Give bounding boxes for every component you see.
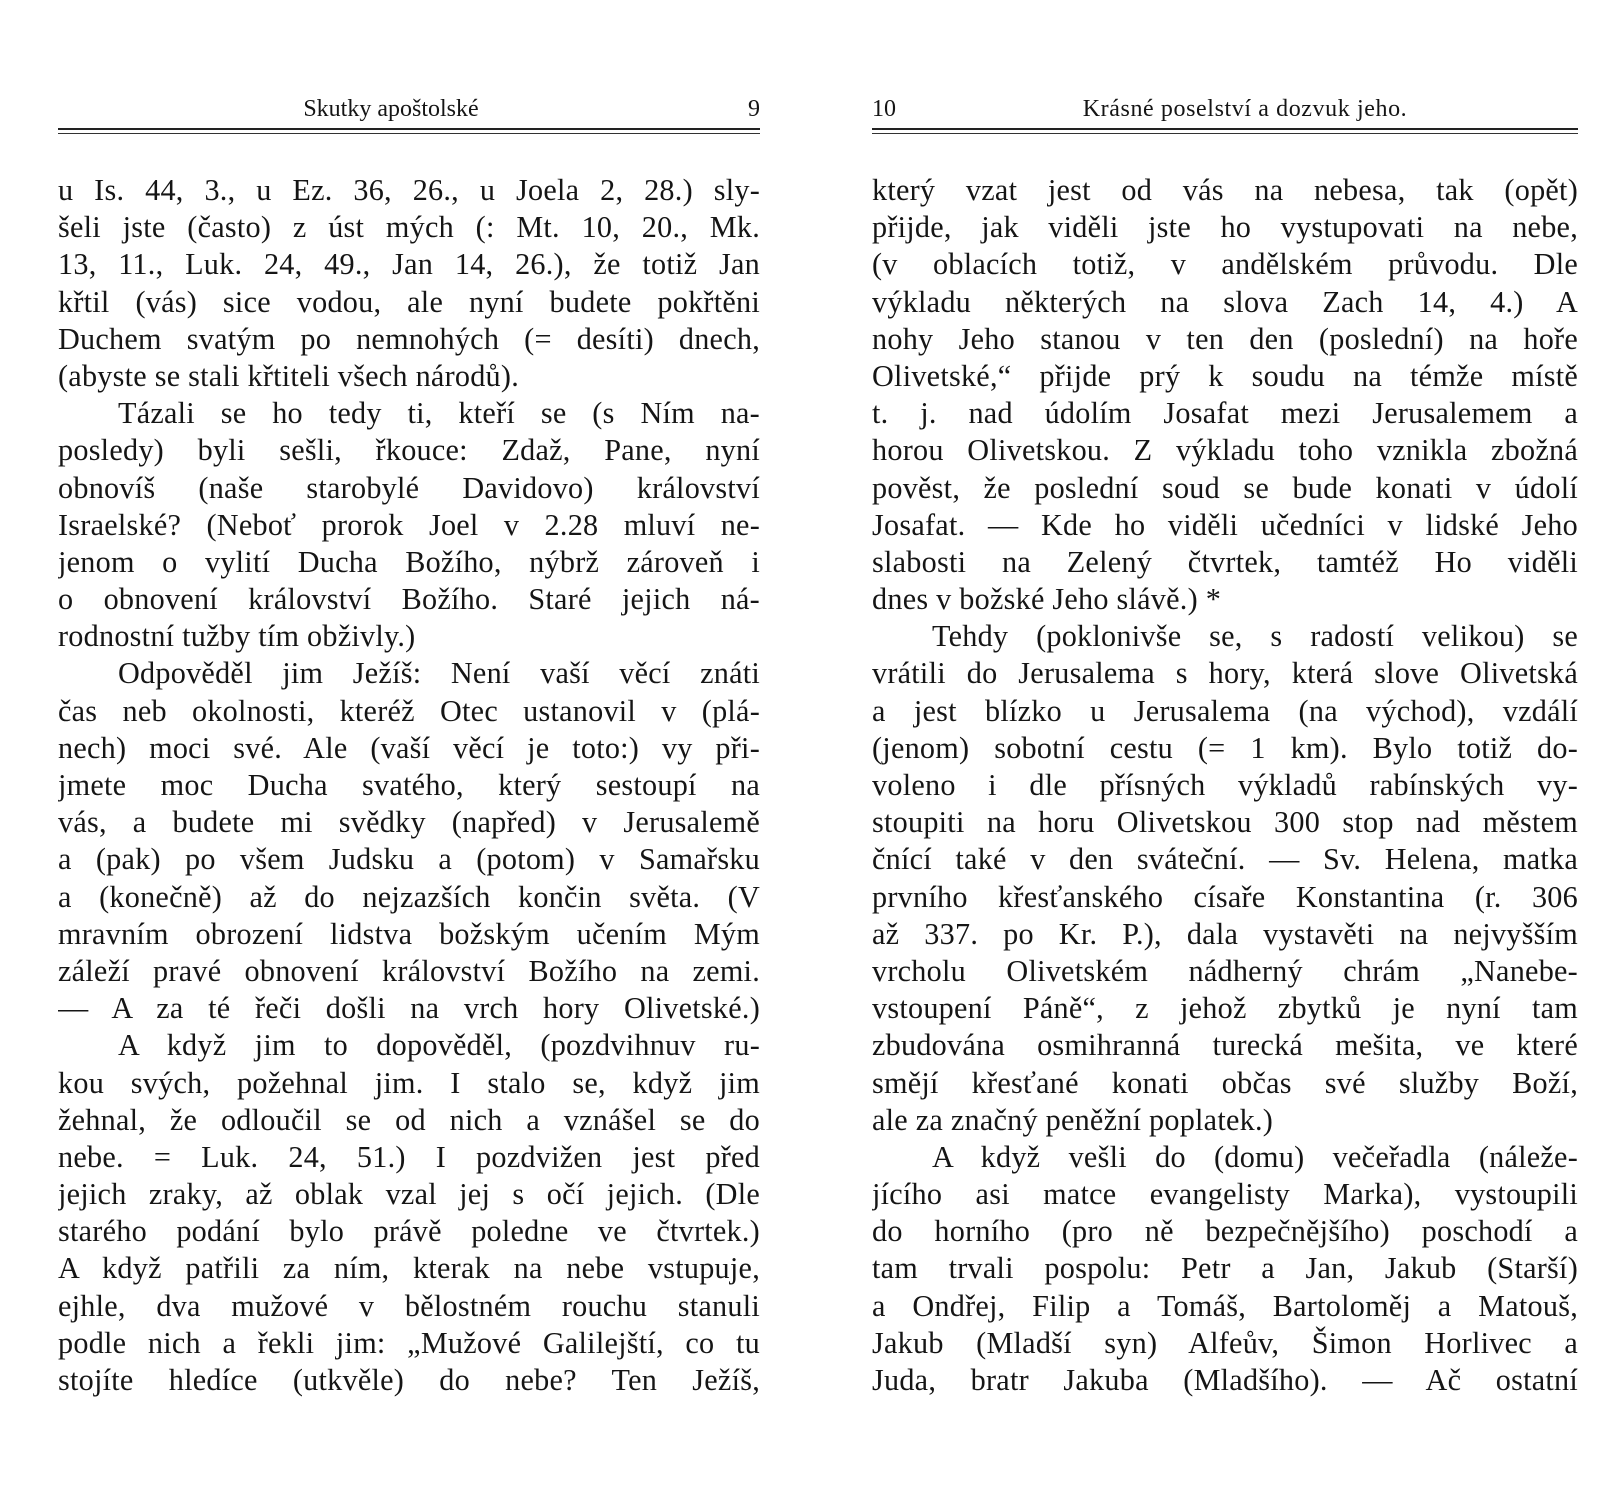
text-line: nech) moci své. Ale (vaší věcí je toto:) vy při- (58, 730, 760, 765)
text-line: A když vešli do (domu) večeřadla (náleže- (932, 1139, 1578, 1174)
text-line: jmete moc Ducha svatého, který sestoupí na (58, 768, 760, 802)
text-line: nebe. = Luk. 24, 51.) I pozdvižen jest před (58, 1139, 760, 1174)
text-line: až 337. po Kr. P.), dala vystavěti na nejvyšším (872, 916, 1578, 951)
text-line: Odpověděl jim Ježíš: Není vaší věcí znáti (118, 656, 760, 691)
text-line: (abyste se stali křtiteli všech národů). (58, 358, 519, 393)
text-line: vrátili do Jerusalema s hory, která slove Olivetská (872, 656, 1578, 691)
text-line: Tehdy (poklonivše se, s radostí velikou) se (932, 619, 1578, 654)
text-line: kou svých, požehnal jim. I stalo se, když jim (58, 1065, 760, 1100)
left-running-head-title: Skutky apoštolské (303, 96, 479, 122)
text-line: čas neb okolnosti, kteréž Otec ustanovil v (plá- (58, 693, 760, 728)
left-header-rule (58, 128, 760, 130)
text-line: (v oblacích totiž, v andělském průvodu. Dle (872, 247, 1578, 282)
text-line: nohy Jeho stanou v ten den (poslední) na hoře (872, 321, 1578, 356)
text-line: Olivetské,“ přijde prý k soudu na témže místě (872, 358, 1578, 393)
text-line: vrcholu Olivetském nádherný chrám „Nanebe- (872, 953, 1578, 988)
text-line: slabosti na Zelený čtvrtek, tamtéž Ho viděli (872, 544, 1578, 579)
right-page-number: 10 (872, 96, 896, 122)
text-line: vás, a budete mi svědky (napřed) v Jerusalemě (58, 805, 760, 840)
left-page-number: 9 (748, 96, 760, 122)
text-line: a Ondřej, Filip a Tomáš, Bartoloměj a Matouš, (872, 1288, 1578, 1323)
text-line: stoupiti na horu Olivetskou 300 stop nad městem (872, 805, 1578, 840)
text-line: smějí křesťané konati občas své služby Boží, (872, 1065, 1578, 1100)
text-line: Tázali se ho tedy ti, kteří se (s Ním na- (118, 396, 760, 431)
left-header-rule-thin (58, 133, 760, 134)
text-line: mravním obrození lidstva božským učením Mým (58, 916, 760, 951)
text-line: voleno i dle přísných výkladů rabínských vy- (872, 768, 1578, 802)
text-line: a (pak) po všem Judsku a (potom) v Samařsku (58, 842, 760, 877)
text-line: ale za značný peněžní poplatek.) (872, 1102, 1274, 1137)
text-line: starého podání bylo právě poledne ve čtvrtek.) (58, 1214, 760, 1249)
right-running-head-title: Krásné poselství a dozvuk jeho. (1082, 96, 1408, 122)
text-line: čnící také v den sváteční. — Sv. Helena, matka (872, 842, 1578, 877)
text-line: pověst, že poslední soud se bude konati v údolí (872, 470, 1578, 505)
text-line: rodnostní tužby tím obživly.) (58, 619, 416, 654)
left-running-head (58, 92, 760, 134)
text-line: 13, 11., Luk. 24, 49., Jan 14, 26.), že totiž Jan (58, 247, 760, 282)
text-line: přijde, jak viděli jste ho vystupovati na nebe, (872, 210, 1578, 245)
right-body-text (872, 172, 1578, 1399)
text-line: a (konečně) až do nejzazších končin světa. (V (58, 879, 760, 914)
text-line: Duchem svatým po nemnohých (= desíti) dnech, (58, 321, 760, 356)
text-line: žehnal, že odloučil se od nich a vznášel se do (58, 1102, 760, 1137)
right-page (872, 0, 1578, 1500)
text-line: o obnovení království Božího. Staré jejich ná- (58, 582, 760, 617)
right-header-rule-thin (872, 133, 1578, 134)
text-line: šeli jste (často) z úst mých (: Mt. 10, 20., Mk. (58, 210, 760, 245)
text-line: prvního křesťanského císaře Konstantina (r. 306 (872, 879, 1578, 914)
right-running-head (872, 92, 1578, 134)
left-body-text (58, 172, 760, 1399)
text-line: A když jim to dopověděl, (pozdvihnuv ru- (118, 1028, 760, 1063)
text-line: u Is. 44, 3., u Ez. 36, 26., u Joela 2, 28.) sly- (58, 173, 760, 207)
text-line: dnes v božské Jeho slávě.) * (872, 582, 1222, 617)
text-line: Jakub (Mladší syn) Alfeův, Šimon Horlivec a (872, 1325, 1578, 1360)
text-line: posledy) byli sešli, řkouce: Zdaž, Pane, nyní (58, 433, 760, 468)
text-line: stojíte hledíce (utkvěle) do nebe? Ten Ježíš, (58, 1363, 760, 1397)
text-line: (jenom) sobotní cestu (= 1 km). Bylo totiž do- (872, 730, 1578, 765)
text-line: záleží pravé obnovení království Božího na zemi. (58, 953, 760, 988)
text-line: podle nich a řekli jim: „Mužové Galilejští, co tu (58, 1325, 760, 1360)
text-line: zbudována osmihranná turecká mešita, ve které (872, 1028, 1578, 1063)
text-line: ejhle, dva mužové v bělostném rouchu stanuli (58, 1288, 760, 1323)
text-line: do horního (pro ně bezpečnějšího) poschodí a (872, 1214, 1578, 1249)
text-line: A když patřili za ním, kterak na nebe vstupuje, (58, 1251, 760, 1286)
right-header-rule (872, 128, 1578, 130)
text-line: vstoupení Páně“, z jehož zbytků je nyní tam (872, 991, 1578, 1026)
text-line: Israelské? (Neboť prorok Joel v 2.28 mluví ne- (58, 507, 760, 542)
text-line: Josafat. — Kde ho viděli učedníci v lidské Jeho (872, 507, 1578, 542)
text-line: jejich zraky, až oblak vzal jej s očí jejich. (Dle (58, 1177, 760, 1212)
text-line: výkladu některých na slova Zach 14, 4.) A (872, 284, 1578, 319)
text-line: horou Olivetskou. Z výkladu toho vznikla zbožná (872, 433, 1578, 468)
text-line: jenom o vylití Ducha Božího, nýbrž zároveň i (58, 544, 760, 579)
text-line: obnovíš (naše starobylé Davidovo) království (58, 470, 760, 505)
text-line: tam trvali pospolu: Petr a Jan, Jakub (Starší) (872, 1251, 1578, 1286)
text-line: křtil (vás) sice vodou, ale nyní budete pokřtěni (58, 284, 760, 319)
text-line: jícího asi matce evangelisty Marka), vystoupili (872, 1177, 1578, 1212)
text-line: a jest blízko u Jerusalema (na východ), vzdálí (872, 693, 1578, 728)
left-page (58, 0, 760, 1500)
text-line: Juda, bratr Jakuba (Mladšího). — Ač ostatní (872, 1363, 1578, 1397)
text-line: t. j. nad údolím Josafat mezi Jerusalemem a (872, 396, 1578, 431)
text-line: — A za té řeči došli na vrch hory Olivetské.) (58, 991, 760, 1026)
text-line: který vzat jest od vás na nebesa, tak (opět) (872, 173, 1578, 207)
